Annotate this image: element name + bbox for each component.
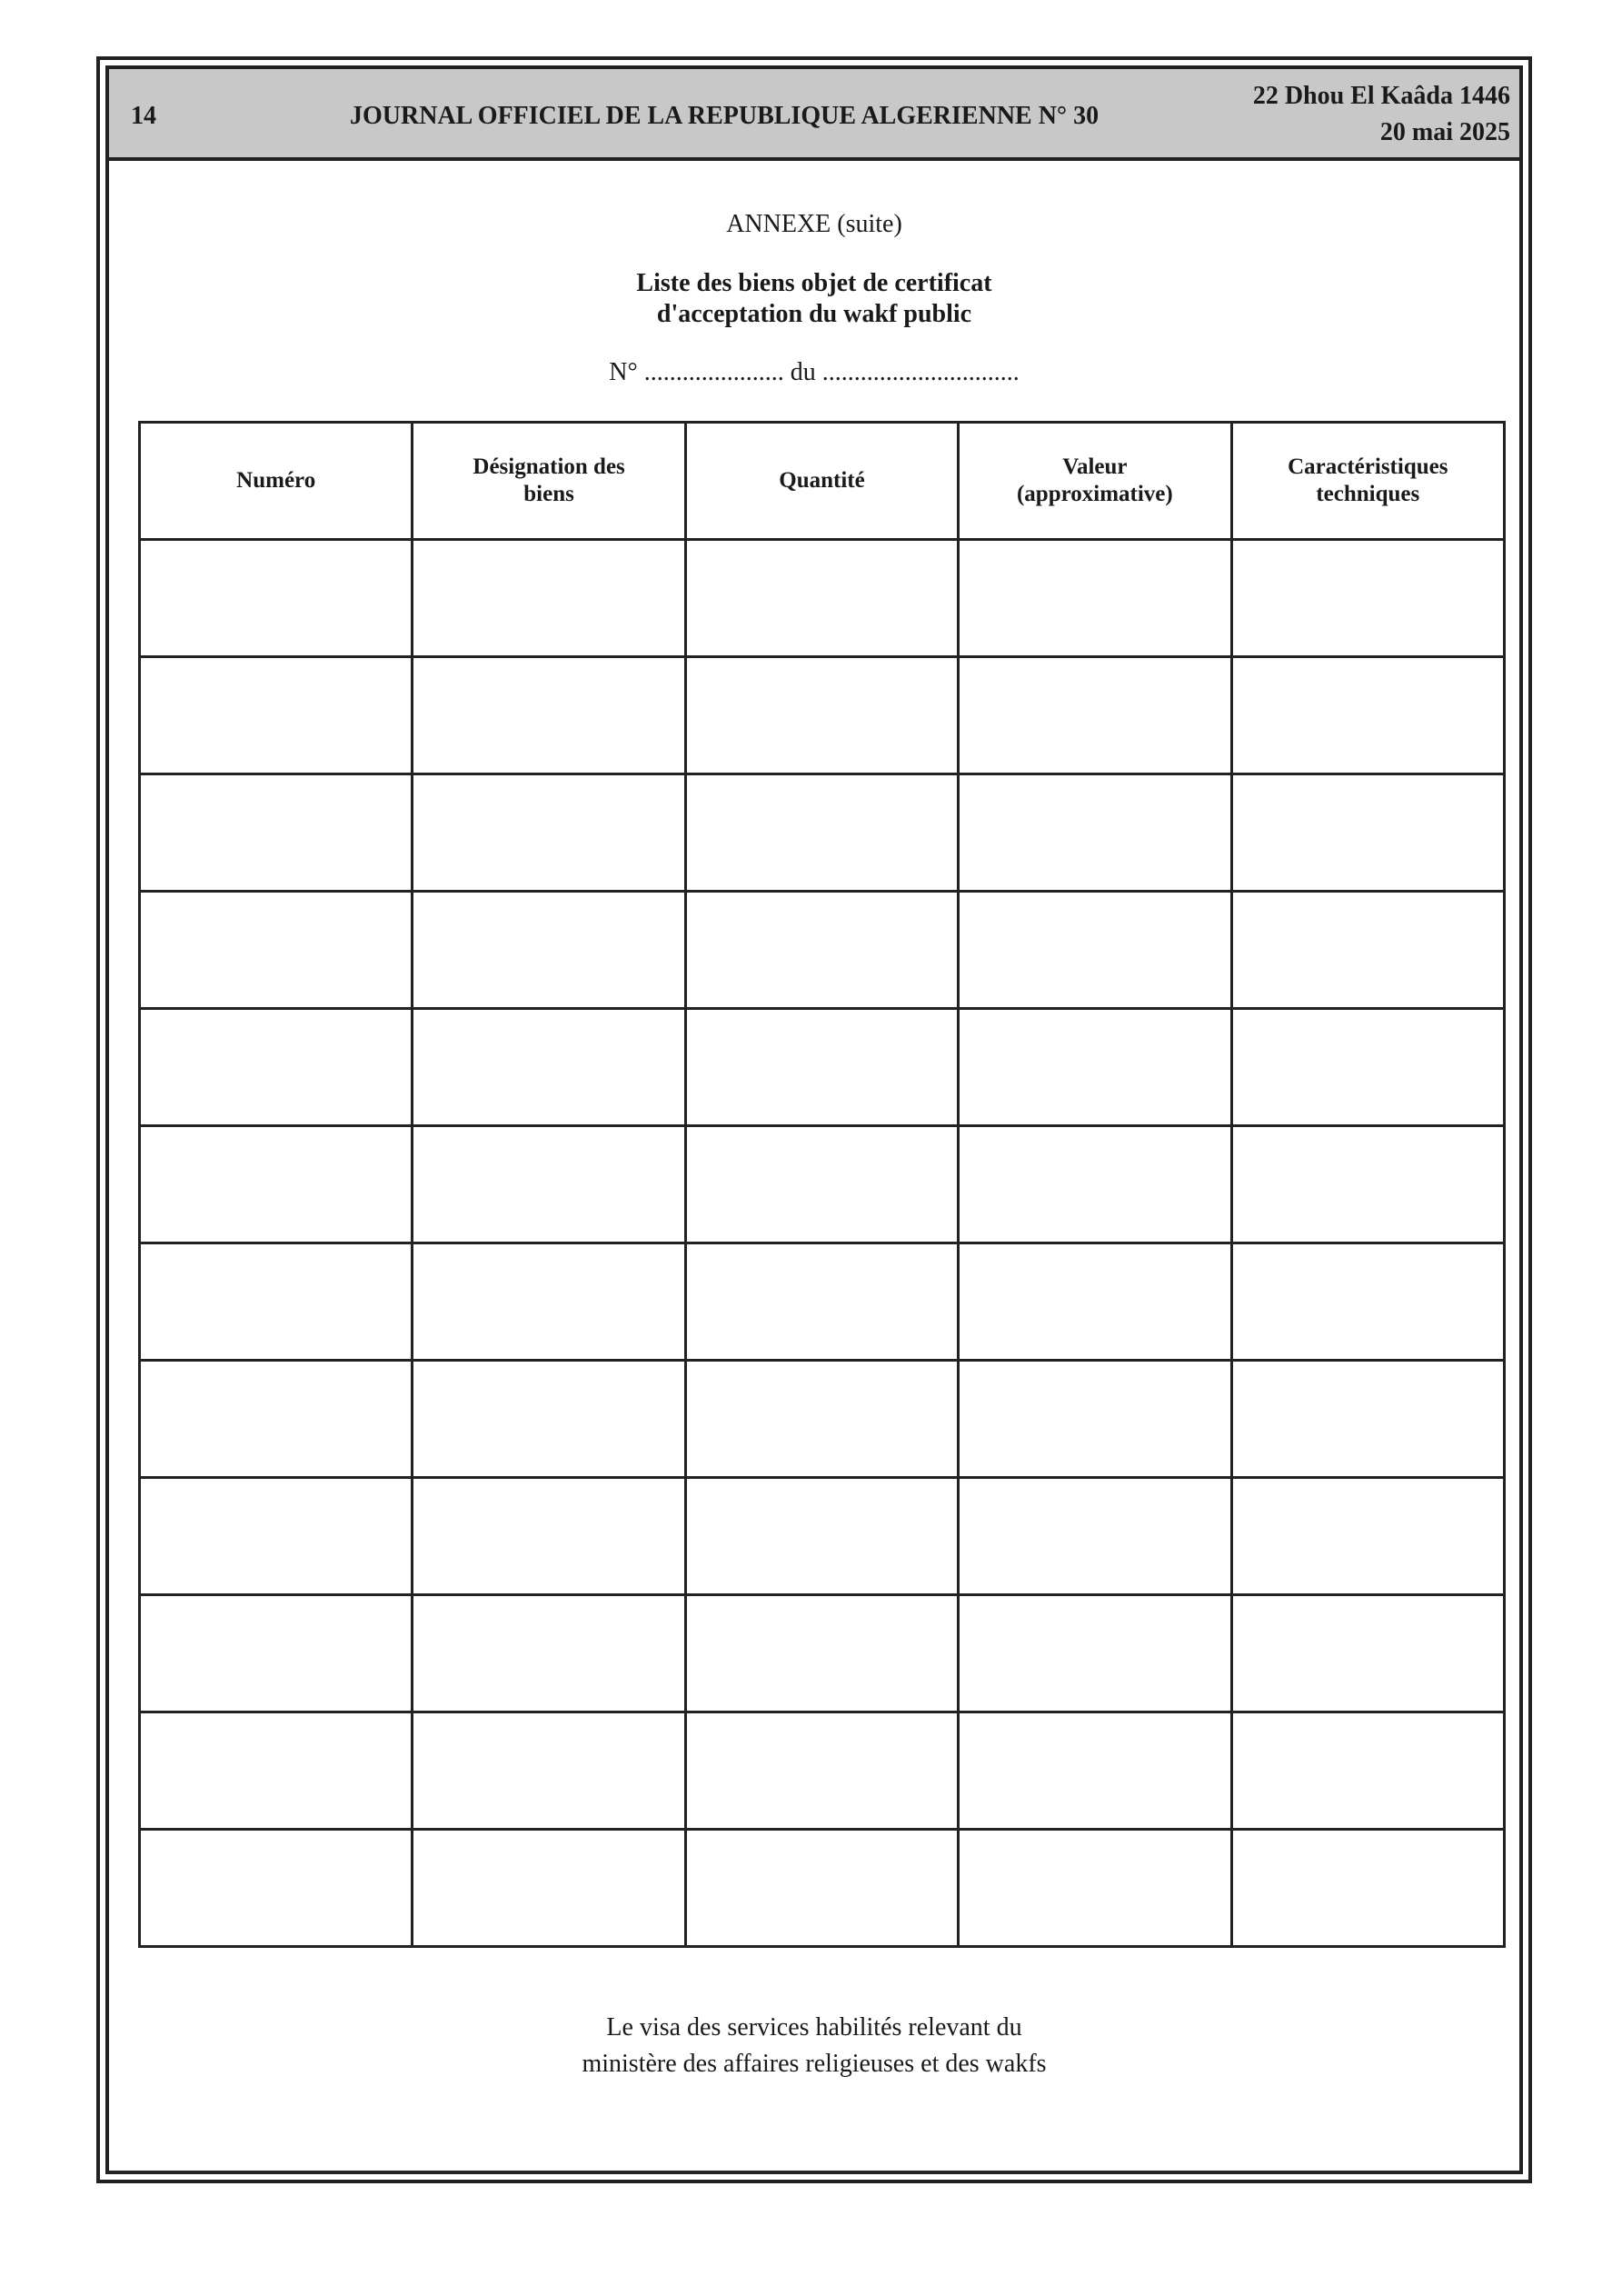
date-gregorian: 20 mai 2025	[1379, 118, 1510, 146]
journal-header	[109, 69, 1519, 161]
table-row	[140, 774, 1505, 892]
column-header-line1: Quantité	[779, 468, 865, 493]
table-cell	[1231, 540, 1504, 657]
table-cell	[685, 1361, 958, 1478]
visa-line1: Le visa des services habilités relevant du	[606, 2013, 1022, 2041]
table-cell	[685, 892, 958, 1009]
visa-statement	[109, 2010, 1519, 2082]
certificate-number-line: N° ...................... du ...............................	[609, 358, 1020, 386]
table-row	[140, 1243, 1505, 1361]
table-cell	[140, 540, 413, 657]
table-cell	[1231, 1595, 1504, 1712]
table-cell	[140, 1712, 413, 1830]
table-cell	[685, 1243, 958, 1361]
table-row	[140, 892, 1505, 1009]
table-row	[140, 1126, 1505, 1243]
table-cell	[685, 657, 958, 774]
table-cell	[140, 1009, 413, 1126]
visa-line2: ministère des affaires religieuses et des wakfs	[582, 2050, 1047, 2078]
table-cell	[685, 1595, 958, 1712]
table-cell	[685, 1830, 958, 1947]
table-cell	[1231, 1478, 1504, 1595]
table-row	[140, 1830, 1505, 1947]
table-cell	[959, 540, 1231, 657]
list-title-line1: Liste des biens objet de certificat	[636, 269, 992, 297]
table-row	[140, 1478, 1505, 1595]
table-row	[140, 657, 1505, 774]
column-header-line2: techniques	[1316, 482, 1420, 506]
table-cell	[140, 1126, 413, 1243]
table-body	[140, 540, 1505, 1947]
table-cell	[959, 774, 1231, 892]
table-cell	[959, 1595, 1231, 1712]
column-header-line1: Valeur	[1062, 454, 1128, 479]
table-cell	[140, 1830, 413, 1947]
table-cell	[1231, 892, 1504, 1009]
table-cell	[959, 1126, 1231, 1243]
column-header-line2: biens	[523, 482, 574, 506]
table-cell	[1231, 1009, 1504, 1126]
table-cell	[413, 657, 685, 774]
page-border-inner	[105, 65, 1523, 2174]
page-border-outer	[96, 56, 1532, 2183]
table-cell	[685, 1712, 958, 1830]
column-header-line2: (approximative)	[1016, 482, 1173, 506]
table-cell	[1231, 1712, 1504, 1830]
journal-title: JOURNAL OFFICIEL DE LA REPUBLIQUE ALGERIENNE N° 30	[350, 102, 1100, 130]
table-cell	[959, 1830, 1231, 1947]
page-number: 14	[131, 102, 156, 130]
goods-table	[138, 421, 1506, 1948]
table-cell	[413, 892, 685, 1009]
table-cell	[685, 540, 958, 657]
table-cell	[959, 657, 1231, 774]
table-cell	[1231, 1361, 1504, 1478]
table-cell	[413, 1243, 685, 1361]
table-cell	[413, 1361, 685, 1478]
table-cell	[140, 1595, 413, 1712]
list-title	[109, 268, 1519, 330]
list-title-line2: d'acceptation du wakf public	[656, 300, 972, 328]
table-cell	[140, 1243, 413, 1361]
table-cell	[413, 1478, 685, 1595]
table-cell	[140, 657, 413, 774]
table-cell	[140, 1361, 413, 1478]
table-cell	[1231, 1126, 1504, 1243]
annexe-title: ANNEXE (suite)	[726, 210, 902, 238]
table-cell	[685, 774, 958, 892]
table-cell	[413, 540, 685, 657]
table-cell	[1231, 774, 1504, 892]
table-cell	[1231, 1830, 1504, 1947]
table-cell	[413, 774, 685, 892]
column-header	[959, 423, 1231, 540]
table-cell	[413, 1712, 685, 1830]
table-header-row	[140, 423, 1505, 540]
table-cell	[959, 1361, 1231, 1478]
table-cell	[1231, 1243, 1504, 1361]
table-cell	[685, 1126, 958, 1243]
date-hijri: 22 Dhou El Kaâda 1446	[1252, 82, 1510, 110]
table-row	[140, 1712, 1505, 1830]
column-header	[1231, 423, 1504, 540]
table-cell	[959, 1478, 1231, 1595]
column-header-line1: Désignation des	[473, 454, 625, 479]
table-cell	[959, 1243, 1231, 1361]
table-cell	[959, 892, 1231, 1009]
table-cell	[140, 774, 413, 892]
issue-date	[1253, 78, 1510, 151]
table-cell	[959, 1009, 1231, 1126]
table-cell	[413, 1126, 685, 1243]
column-header-line1: Caractéristiques	[1288, 454, 1448, 479]
column-header	[685, 423, 958, 540]
column-header	[413, 423, 685, 540]
table-cell	[140, 892, 413, 1009]
table-cell	[959, 1712, 1231, 1830]
table-cell	[140, 1478, 413, 1595]
table-row	[140, 540, 1505, 657]
table-cell	[413, 1595, 685, 1712]
table-cell	[685, 1478, 958, 1595]
table-cell	[1231, 657, 1504, 774]
table-row	[140, 1361, 1505, 1478]
table-row	[140, 1009, 1505, 1126]
table-cell	[685, 1009, 958, 1126]
table-row	[140, 1595, 1505, 1712]
table-cell	[413, 1009, 685, 1126]
table-cell	[413, 1830, 685, 1947]
column-header-line1: Numéro	[236, 468, 316, 493]
column-header	[140, 423, 413, 540]
